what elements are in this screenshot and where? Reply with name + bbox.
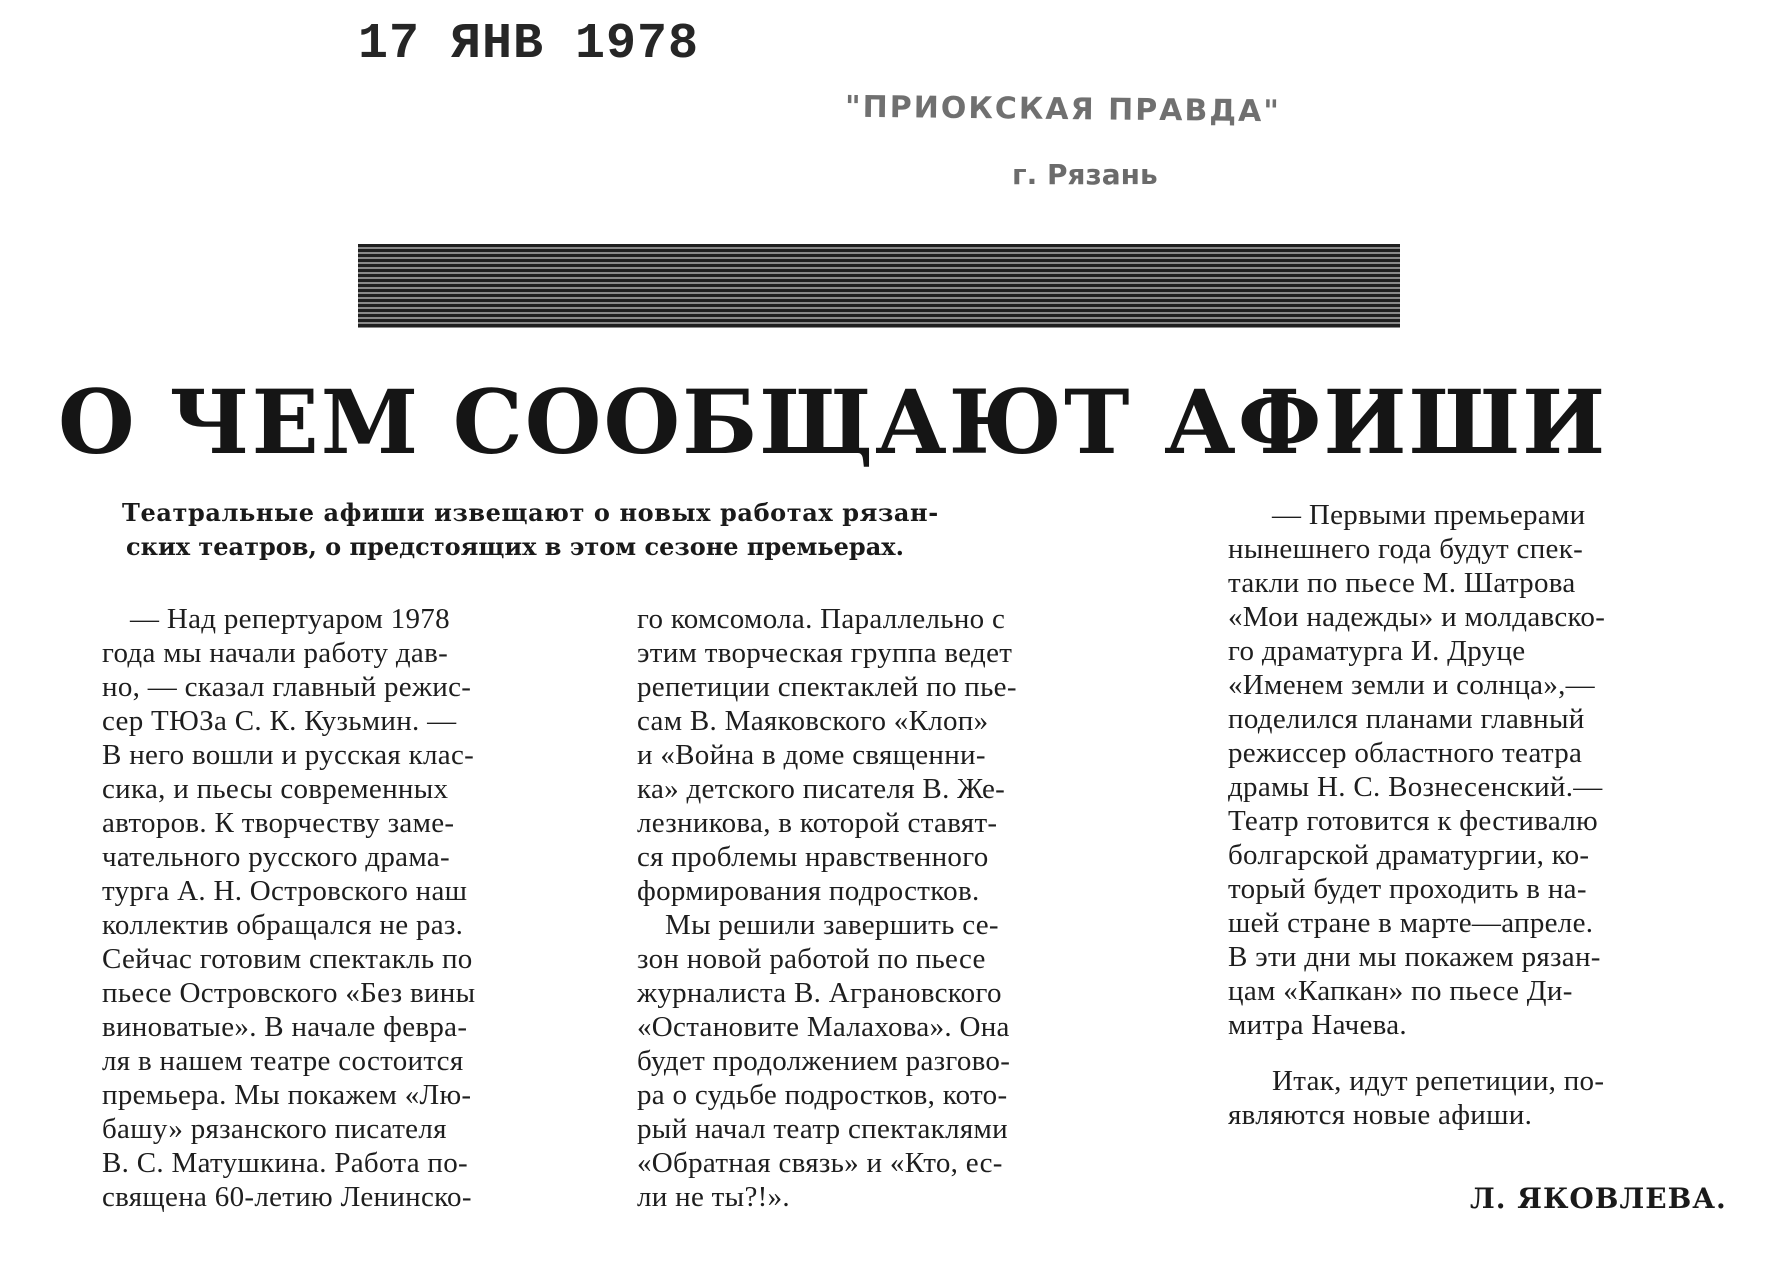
text-line: поделился планами главный bbox=[1228, 703, 1585, 735]
text-line: но, — сказал главный режис- bbox=[102, 671, 472, 703]
text-line: ра о судьбе подростков, кото- bbox=[637, 1079, 1008, 1111]
text-line: являются новые афиши. bbox=[1228, 1099, 1533, 1131]
article-headline: О ЧЕМ СООБЩАЮТ АФИШИ bbox=[58, 370, 1608, 474]
text-line: башу» рязанского писателя bbox=[102, 1113, 447, 1145]
article-signature: Л. ЯКОВЛЕВА. bbox=[1470, 1182, 1727, 1215]
text-line: го драматурга И. Друце bbox=[1228, 635, 1526, 667]
text-line: «Остановите Малахова». Она bbox=[637, 1011, 1010, 1043]
text-line: премьера. Мы покажем «Лю- bbox=[102, 1079, 472, 1111]
article-lead bbox=[122, 496, 1160, 564]
text-line: ся проблемы нравственного bbox=[637, 841, 989, 873]
city-stamp: г. Рязань bbox=[1012, 158, 1158, 191]
text-line: репетиции спектаклей по пье- bbox=[637, 671, 1017, 703]
text-line: и «Война в доме священни- bbox=[637, 739, 986, 771]
article-column-3 bbox=[1228, 498, 1748, 1132]
text-line: В. С. Матушкина. Работа по- bbox=[102, 1147, 469, 1179]
text-line: режиссер областного театра bbox=[1228, 737, 1583, 769]
lead-line: Театральные афиши извещают о новых работах рязан- bbox=[122, 498, 939, 527]
text-line: сика, и пьесы современных bbox=[102, 773, 449, 805]
text-line: торый будет проходить в на- bbox=[1228, 873, 1587, 905]
text-line: лезникова, в которой ставят- bbox=[637, 807, 998, 839]
text-line: чательного русского драма- bbox=[102, 841, 450, 873]
text-line: «Именем земли и солнца»,— bbox=[1228, 669, 1595, 701]
article-column-1 bbox=[102, 602, 586, 1214]
text-line: такли по пьесе М. Шатрова bbox=[1228, 567, 1576, 599]
decorative-rule-band bbox=[358, 244, 1400, 328]
text-line: рый начал театр спектаклями bbox=[637, 1113, 1008, 1145]
newspaper-stamp: "ПРИОКСКАЯ ПРАВДА" bbox=[844, 89, 1282, 130]
text-line: — Над репертуаром 1978 bbox=[130, 603, 450, 635]
text-line: коллектив обращался не раз. bbox=[102, 909, 464, 941]
text-line: турга А. Н. Островского наш bbox=[102, 875, 468, 907]
text-line: цам «Капкан» по пьесе Ди- bbox=[1228, 975, 1573, 1007]
text-line: этим творческая группа ведет bbox=[637, 637, 1013, 669]
paragraph-gap bbox=[1228, 1042, 1748, 1064]
text-line: «Обратная связь» и «Кто, ес- bbox=[637, 1147, 1003, 1179]
text-line: В эти дни мы покажем рязан- bbox=[1228, 941, 1601, 973]
text-line: формирования подростков. bbox=[637, 875, 980, 907]
text-line: митра Начева. bbox=[1228, 1009, 1407, 1041]
text-line: авторов. К творчеству заме- bbox=[102, 807, 455, 839]
text-line: священа 60-летию Ленинско- bbox=[102, 1181, 472, 1213]
text-line: ка» детского писателя В. Же- bbox=[637, 773, 1006, 805]
text-line: болгарской драматургии, ко- bbox=[1228, 839, 1590, 871]
text-line: ля в нашем театре состоится bbox=[102, 1045, 464, 1077]
text-line: — Первыми премьерами bbox=[1272, 499, 1586, 531]
text-line: виноватые». В начале февра- bbox=[102, 1011, 468, 1043]
text-line: Сейчас готовим спектакль по bbox=[102, 943, 473, 975]
text-line: сер ТЮЗа С. К. Кузьмин. — bbox=[102, 705, 457, 737]
text-line: нынешнего года будут спек- bbox=[1228, 533, 1584, 565]
text-line: го комсомола. Параллельно с bbox=[637, 603, 1006, 635]
text-line: будет продолжением разгово- bbox=[637, 1045, 1011, 1077]
text-line: Итак, идут репетиции, по- bbox=[1272, 1065, 1605, 1097]
text-line: зон новой работой по пьесе bbox=[637, 943, 986, 975]
text-line: «Мои надежды» и молдавско- bbox=[1228, 601, 1606, 633]
text-line: журналиста В. Аграновского bbox=[637, 977, 1002, 1009]
text-line: Театр готовится к фестивалю bbox=[1228, 805, 1598, 837]
text-line: пьесе Островского «Без вины bbox=[102, 977, 476, 1009]
text-line: Мы решили завершить се- bbox=[665, 909, 999, 941]
text-line: драмы Н. С. Вознесенский.— bbox=[1228, 771, 1603, 803]
lead-line: ских театров, о предстоящих в этом сезоне премьерах. bbox=[126, 532, 904, 561]
text-line: сам В. Маяковского «Клоп» bbox=[637, 705, 989, 737]
date-stamp: 17 ЯНВ 1978 bbox=[358, 16, 700, 73]
text-line: года мы начали работу дав- bbox=[102, 637, 449, 669]
text-line: В него вошли и русская клас- bbox=[102, 739, 475, 771]
text-line: ли не ты?!». bbox=[637, 1181, 790, 1213]
text-line: шей стране в марте—апреле. bbox=[1228, 907, 1594, 939]
article-column-2 bbox=[637, 602, 1167, 1214]
